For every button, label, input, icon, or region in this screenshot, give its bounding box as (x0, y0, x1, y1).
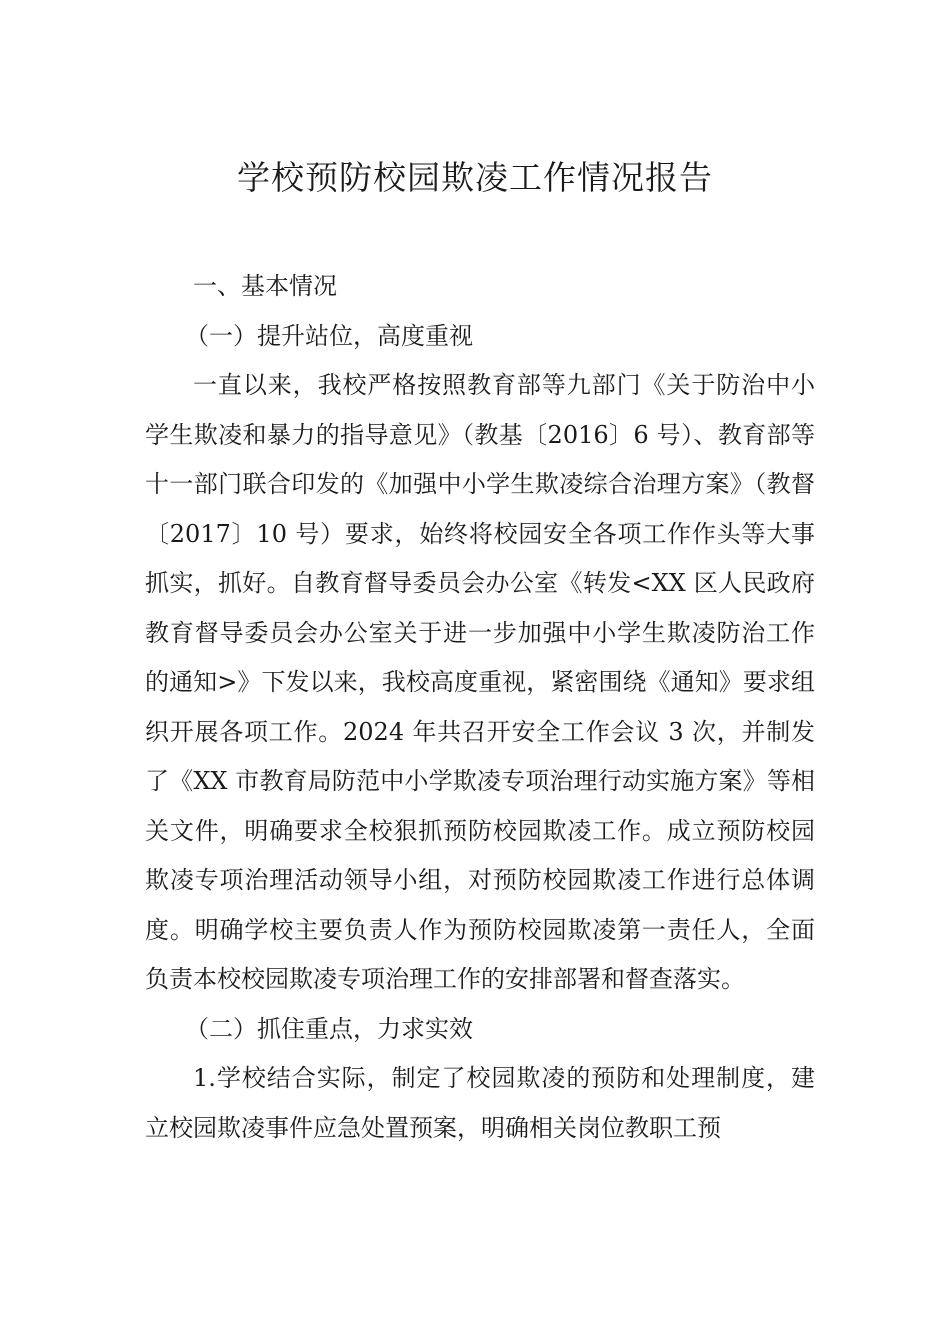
section-heading-basic-situation: 一、基本情况 (193, 272, 337, 300)
subsection-heading-2: （二）抓住重点，力求实效 (185, 1014, 473, 1043)
paragraph-2: 1.学校结合实际，制定了校园欺凌的预防和处理制度，建立校园欺凌事件应急处置预案，明确相关岗位教职工预 (145, 1064, 815, 1142)
subsection-heading-1: （一）提升站位，高度重视 (185, 321, 473, 350)
paragraph-1: 一直以来，我校严格按照教育部等九部门《关于防治中小学生欺凌和暴力的指导意见》（教基〔2016〕6 号）、教育部等十一部门联合印发的《加强中小学生欺凌综合治理方案》（教督〔2017〕10 号）要求，始终将校园安全各项工作作头等大事抓实，抓好。自教育督导委员会办公室《转发<XX 区人民政府教育督导委员会办公室关于进一步加强中小学生欺凌防治工作的通知>》下发以来，我校高度重视，紧密围绕《通知》要求组织开展各项工作。2024 年共召开安全工作会议 3 次，并制发了《XX 市教育局防范中小学欺凌专项治理行动实施方案》等相关文件，明确要求全校狠抓预防校园欺凌工作。成立预防校园欺凌专项治理活动领导小组，对预防校园欺凌工作进行总体调度。明确学校主要负责人作为预防校园欺凌第一责任人，全面负责本校校园欺凌专项治理工作的安排部署和督查落实。 (145, 371, 815, 993)
document-body (145, 262, 815, 1153)
document-title: 学校预防校园欺凌工作情况报告 (237, 158, 713, 197)
